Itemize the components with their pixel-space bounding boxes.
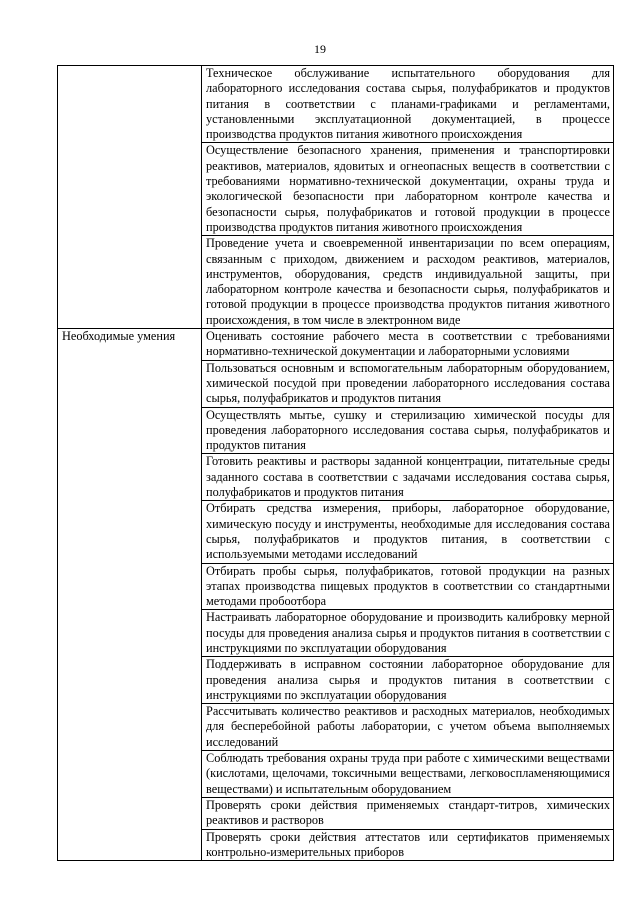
- table-row: [58, 66, 614, 143]
- row-text-cell: [202, 829, 614, 861]
- row-text-cell: [202, 610, 614, 657]
- row-label-cell: [58, 66, 202, 329]
- row-text-cell: [202, 360, 614, 407]
- row-text-cell: [202, 329, 614, 361]
- row-text-cell: [202, 657, 614, 704]
- row-text: Рассчитывать количество реактивов и расходных материалов, необходимых для бесперебойной работы лаборатории, с учетом объема выполняемых исследований: [206, 704, 610, 749]
- row-text-cell: [202, 143, 614, 236]
- row-text-cell: [202, 407, 614, 454]
- section-label-cell: [58, 329, 202, 861]
- row-text: Оценивать состояние рабочего места в соответствии с требованиями нормативно-технической документации и лабораторными условиями: [206, 329, 610, 359]
- requirements-table: [57, 65, 614, 861]
- row-text-cell: [202, 751, 614, 798]
- row-text: Настраивать лабораторное оборудование и производить калибровку мерной посуды для проведения анализа сырья и продуктов питания в соответствии с инструкциями по эксплуатации оборудования: [206, 610, 610, 655]
- row-text: Отбирать средства измерения, приборы, лабораторное оборудование, химическую посуду и инструменты, необходимые для исследования состава сырья, полуфабрикатов и продуктов питания, в соответствии с используемыми методами исследований: [206, 501, 610, 562]
- row-text: Пользоваться основным и вспомогательным лабораторным оборудованием, химической посудой при проведении лабораторного исследования состава сырья, полуфабрикатов и продуктов питания: [206, 360, 610, 406]
- row-text: Осуществлять мытье, сушку и стерилизацию химической посуды для проведения лабораторного исследования состава сырья, полуфабрикатов и продуктов питания: [206, 407, 610, 453]
- page-number: 19: [314, 42, 326, 56]
- row-text: Проверять сроки действия аттестатов или сертификатов применяемых контрольно-измерительных приборов: [206, 829, 610, 859]
- row-text: Соблюдать требования охраны труда при работе с химическими веществами (кислотами, щелочами, токсичными веществами, легковоспламеняющимися веществами) и испытательным оборудованием: [206, 751, 610, 796]
- row-text: Готовить реактивы и растворы заданной концентрации, питательные среды заданного состава в соответствии с задачами исследования состава сырья, полуфабрикатов и продуктов питания: [206, 454, 610, 500]
- row-text: Поддерживать в исправном состоянии лабораторное оборудование для проведения анализа сырья и продуктов питания в соответствии с инструкциями по эксплуатации оборудования: [206, 657, 610, 702]
- row-text: Отбирать пробы сырья, полуфабрикатов, готовой продукции на разных этапах производства пищевых продуктов в соответствии со стандартными методами пробоотбора: [206, 563, 610, 609]
- row-text: Проведение учета и своевременной инвентаризации по всем операциям, связанным с приходом, движением и расходом реактивов, материалов, инструментов, оборудования, средств индивидуальной защиты, при лабораторном контроле качества и безопасности сырья, полуфабрикатов и готовой продукции в процессе производства продуктов питания животного происхождения, в том числе в электронном виде: [206, 236, 610, 327]
- row-text-cell: [202, 66, 614, 143]
- row-text: Проверять сроки действия применяемых стандарт-титров, химических реактивов и растворов: [206, 797, 610, 828]
- row-text: Осуществление безопасного хранения, применения и транспортировки реактивов, материалов, ядовитых и огнеопасных веществ в соответствии с требованиями нормативно-технической документации, охраны труда и экологической безопасности при лабораторном контроле качества и безопасности сырья, полуфабрикатов и готовой продукции в процессе производства продуктов питания животного происхождения: [206, 143, 610, 234]
- row-text-cell: [202, 704, 614, 751]
- row-text-cell: [202, 563, 614, 610]
- table-row: [58, 329, 614, 361]
- section-label-skills: Необходимые умения: [62, 329, 176, 344]
- row-text: Техническое обслуживание испытательного оборудования для лабораторного исследования состава сырья, полуфабрикатов и продуктов питания в соответствии с планами-графиками и регламентами, установленными эксплуатационной документацией, в процессе производства продуктов питания животного происхождения: [206, 66, 610, 142]
- row-text-cell: [202, 454, 614, 501]
- row-text-cell: [202, 501, 614, 563]
- row-text-cell: [202, 797, 614, 829]
- row-text-cell: [202, 236, 614, 329]
